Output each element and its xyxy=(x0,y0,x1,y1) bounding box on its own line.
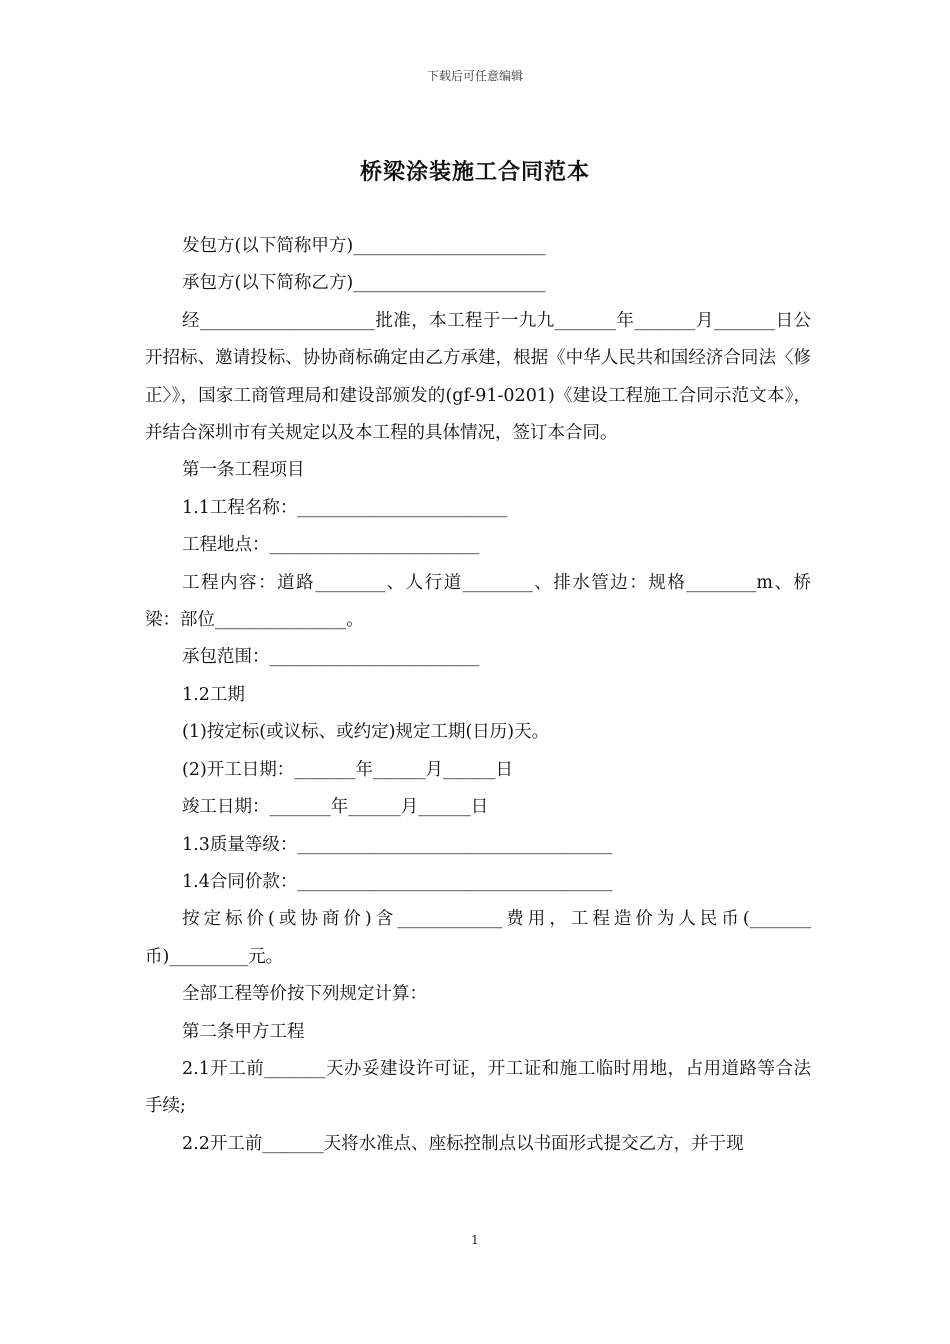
paragraph-2-1: 2.1开工前_______天办妥建设许可证，开工证和施工临时用地，占用道路等合法手续; xyxy=(145,1058,811,1117)
document-body xyxy=(145,228,811,1163)
paragraph-quality-grade: 1.3质量等级：____________________________________ xyxy=(182,834,613,855)
paragraph-preamble: 经____________________批准，本工程于一九九_______年_______月_______日公开招标、邀请投标、协协商标确定由乙方承建，根据《中华人民共和国经济合同法〈修正〉》，国家工商管理局和建设部颁发的(gf-91-0201)《建设工程施工合同示范文本》，并结合深圳市有关规定以及本工程的具体情况，签订本合同。 xyxy=(145,310,811,444)
paragraph-price-detail: 按定标价(或协商价)含____________费用，工程造价为人民币(_______币)_________元。 xyxy=(145,909,811,967)
paragraph-price-calculation: 全部工程等价按下列规定计算： xyxy=(182,984,427,1005)
paragraph-schedule-term: (1)按定标(或议标、或约定)规定工期(日历)天。 xyxy=(182,722,550,743)
paragraph-project-content: 工程内容：道路________、人行道________、排水管边：规格________m、桥梁：部位_______________。 xyxy=(145,572,811,631)
document-title: 桥梁涂装施工合同范本 xyxy=(359,160,590,185)
paragraph-schedule-heading: 1.2工期 xyxy=(182,684,245,705)
paragraph-contractor: 承包方(以下简称乙方)______________________ xyxy=(182,273,546,294)
article-2-heading: 第二条甲方工程 xyxy=(182,1021,305,1042)
paragraph-project-name: 1.1工程名称：________________________ xyxy=(182,497,508,518)
header-note: 下载后可任意编辑 xyxy=(426,69,523,83)
paragraph-issuer: 发包方(以下简称甲方)______________________ xyxy=(182,236,546,256)
paragraph-completion-date: 竣工日期：_______年______月______日 xyxy=(182,797,489,818)
paragraph-contract-scope: 承包范围：________________________ xyxy=(182,647,480,668)
paragraph-2-2: 2.2开工前_______天将水准点、座标控制点以书面形式提交乙方，并于现 xyxy=(182,1133,744,1154)
paragraph-project-location: 工程地点：________________________ xyxy=(182,535,480,556)
paragraph-start-date: (2)开工日期：_______年______月______日 xyxy=(182,759,514,780)
article-1-heading: 第一条工程项目 xyxy=(182,460,305,481)
page-number: 1 xyxy=(471,1233,479,1247)
paragraph-contract-price: 1.4合同价款：____________________________________ xyxy=(182,871,613,892)
